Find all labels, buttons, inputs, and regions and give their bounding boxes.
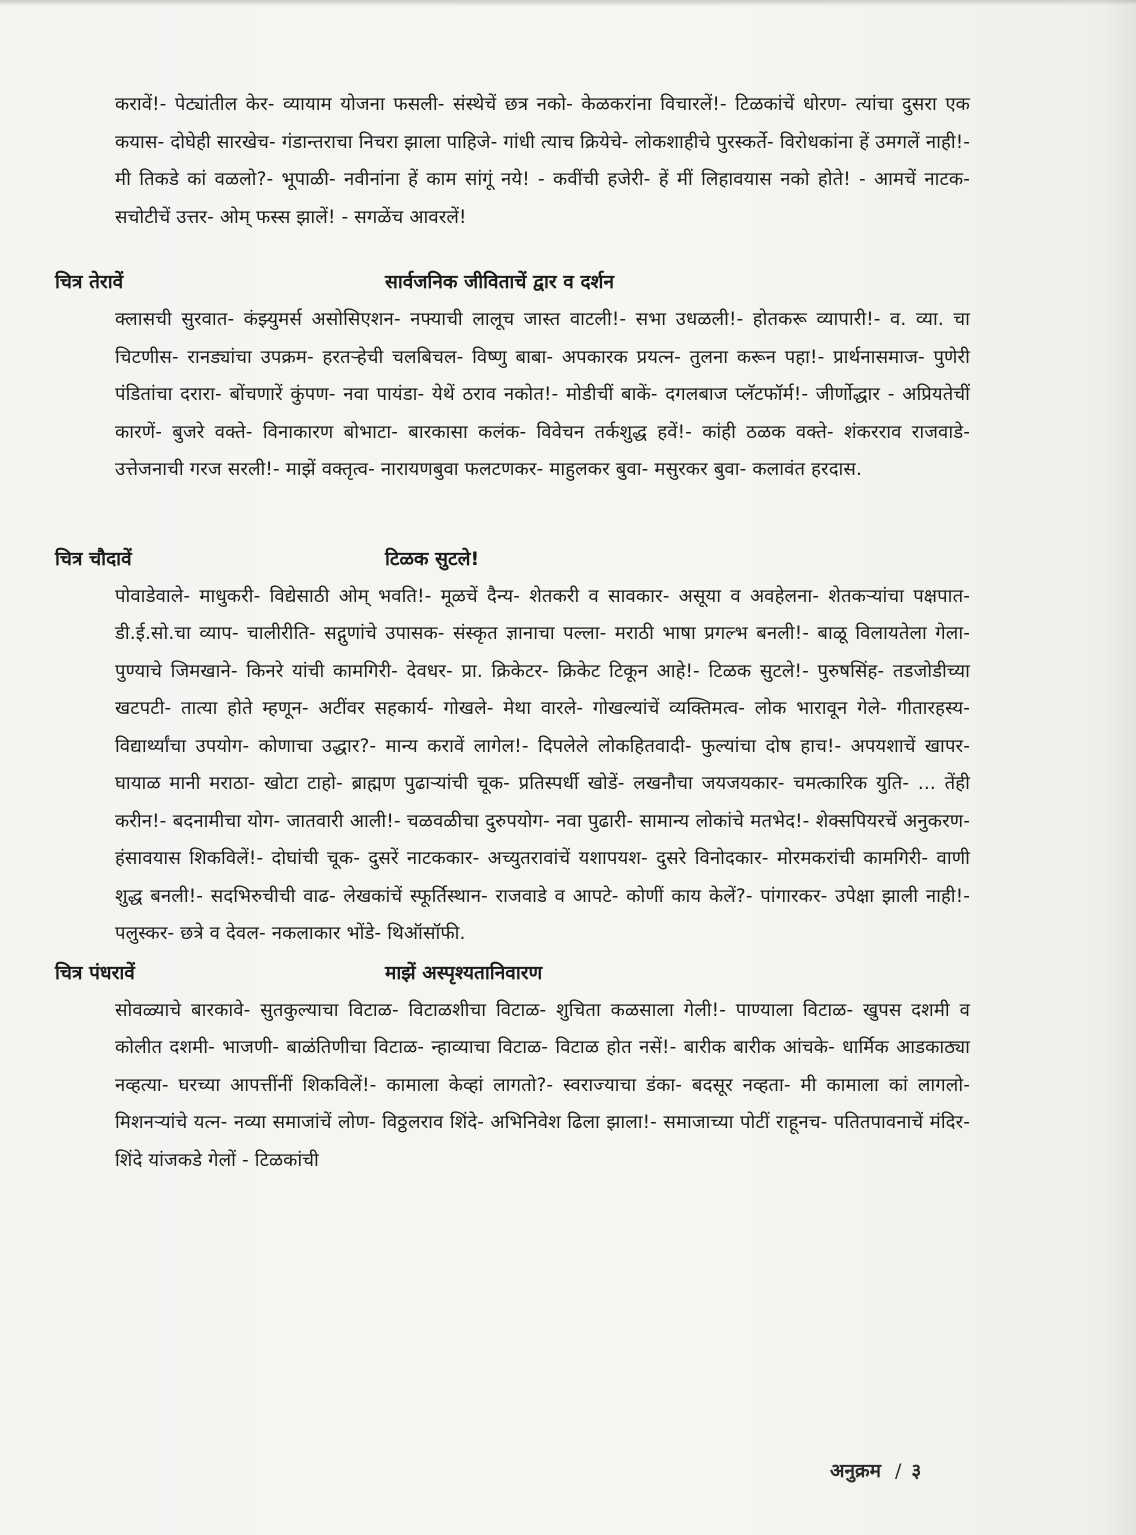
chapter-15-number: चित्र पंधरावें <box>55 961 135 984</box>
intro-paragraph: करावें!- पेट्यांतील केर- व्यायाम योजना फसली- संस्थेचें छत्र नको- केळकरांना विचारलें!- टिळकांचें धोरण- त्यांचा दुसरा एक कयास- दोघेही सारखेच- गंडान्तराचा निचरा झाला पाहिजे- गांधी त्याच क्रियेचे- लोकशाहीचे पुरस्कर्ते- विरोधकांना हें उमगलें नाही!- मी तिकडे कां वळलो?- भूपाळी- नवीनांना हें काम सांगूं नये! - कवींची हजेरी- हें मीं लिहावयास नको होते! - आमचें नाटक- सचोटीचें उत्तर- ओम् फस्स झालें! - सगळेंच आवरलें! <box>115 94 970 228</box>
page-top-edge <box>0 0 1136 6</box>
chapter-14-heading <box>55 541 970 578</box>
chapter-13-number: चित्र तेरावें <box>55 271 124 293</box>
page-number: ३ <box>911 1460 922 1482</box>
chapter-14-number: चित्र चौदावें <box>55 547 132 570</box>
chapter-15-topics: सोवळ्याचे बारकावे- सुतकुल्याचा विटाळ- विटाळशीचा विटाळ- शुचिता कळसाला गेली!- पाण्याला विटाळ- खुपस दशमी व कोलीत दशमी- भाजणी- बाळंतिणीचा विटाळ- न्हाव्याचा विटाळ- विटाळ होत नसें!- बारीक बारीक आंचके- धार्मिक आडकाठ्या नव्हत्या- घरच्या आपत्तींनीं शिकविलें!- कामाला केव्हां लागतो?- स्वराज्याचा डंका- बदसूर नव्हता- मी कामाला कां लागलो- मिशनऱ्यांचे यत्न- नव्या समाजांचें लोण- विठ्ठलराव शिंदे- अभिनिवेश ढिला झाला!- समाजाच्या पोटीं राहूनच- पतितपावनाचें मंदिर- शिंदे यांजकडे गेलों - टिळकांची <box>115 999 970 1171</box>
page-footer <box>830 1457 921 1483</box>
chapter-15-title: माझें अस्पृश्यतानिवारण <box>385 961 543 984</box>
chapter-13-heading <box>55 264 970 301</box>
chapter-14-topics: पोवाडेवाले- माधुकरी- विद्येसाठी ओम् भवति!- मूळचें दैन्य- शेतकरी व सावकार- असूया व अवहेलना- शेतकऱ्यांचा पक्षपात- डी.ई.सो.चा व्याप- चालीरीति- सद्गुणांचे उपासक- संस्कृत ज्ञानाचा पल्ला- मराठी भाषा प्रगल्भ बनली!- बाळू विलायतेला गेला- पुण्याचे जिमखाने- किनरे यांची कामगिरी- देवधर- प्रा. क्रिकेटर- क्रिकेट टिकून आहे!- टिळक सुटले!- पुरुषसिंह- तडजोडीच्या खटपटी- तात्या होते म्हणून- अटींवर सहकार्य- गोखले- मेथा वारले- गोखल्यांचें व्यक्तिमत्व- लोक भारावून गेले- गीतारहस्य- विद्यार्थ्यांचा उपयोग- कोणाचा उद्धार?- मान्य करावें लागेल!- दिपलेले लोकहितवादी- फुल्यांचा दोष हाच!- अपयशाचें खापर- घायाळ मानी मराठा- खोटा टाहो- ब्राह्मण पुढाऱ्यांची चूक- प्रतिस्पर्धी खोडें- लखनौचा जयजयकार- चमत्कारिक युति- ... तेंही करीन!- बदनामीचा योग- जातवारी आली!- चळवळीचा दुरुपयोग- नवा पुढारी- सामान्य लोकांचे मतभेद!- शेक्सपियरचें अनुकरण- हंसावयास शिकविलें!- दोघांची चूक- दुसरें नाटककार- अच्युतरावांचें यशापयश- दुसरे विनोदकार- मोरमकरांची कामगिरी- वाणी शुद्ध बनली!- सदभिरुचीची वाढ- लेखकांचें स्फूर्तिस्थान- राजवाडे व आपटे- कोणीं काय केलें?- पांगारकर- उपेक्षा झाली नाही!- पलुस्कर- छत्रे व देवल- नकलाकार भोंडे- थिऑसॉफी. <box>115 585 970 944</box>
footer-section-label: अनुक्रम <box>830 1460 882 1482</box>
chapter-13-title: सार्वजनिक जीविताचें द्वार व दर्शन <box>385 271 614 293</box>
contents-body <box>55 86 970 1179</box>
footer-separator: / <box>895 1460 902 1482</box>
chapter-14-title: टिळक सुटले! <box>385 547 480 570</box>
chapter-13-topics: क्लासची सुरवात- कंझ्युमर्स असोसिएशन- नफ्याची लालूच जास्त वाटली!- सभा उधळली!- होतकरू व्यापारी!- व. व्या. चा चिटणीस- रानड्यांचा उपक्रम- हरतऱ्हेची चलबिचल- विष्णु बाबा- अपकारक प्रयत्न- तुलना करून पहा!- प्रार्थनासमाज- पुणेरी पंडितांचा दरारा- बोंचणारें कुंपण- नवा पायंडा- येथें ठराव नकोत!- मोडीचीं बाकें- दगलबाज प्लॅटफॉर्म!- जीर्णोद्धार - अप्रियतेचीं कारणें- बुजरे वक्ते- विनाकारण बोभाटा- बारकासा कलंक- विवेचन तर्कशुद्ध हवें!- कांही ठळक वक्ते- शंकरराव राजवाडे- उत्तेजनाची गरज सरली!- माझें वक्तृत्व- नारायणबुवा फलटणकर- माहुलकर बुवा- मसुरकर बुवा- कलावंत हरदास. <box>115 309 970 480</box>
page-gutter-shadow <box>1102 0 1136 1535</box>
chapter-15-heading <box>55 955 970 992</box>
